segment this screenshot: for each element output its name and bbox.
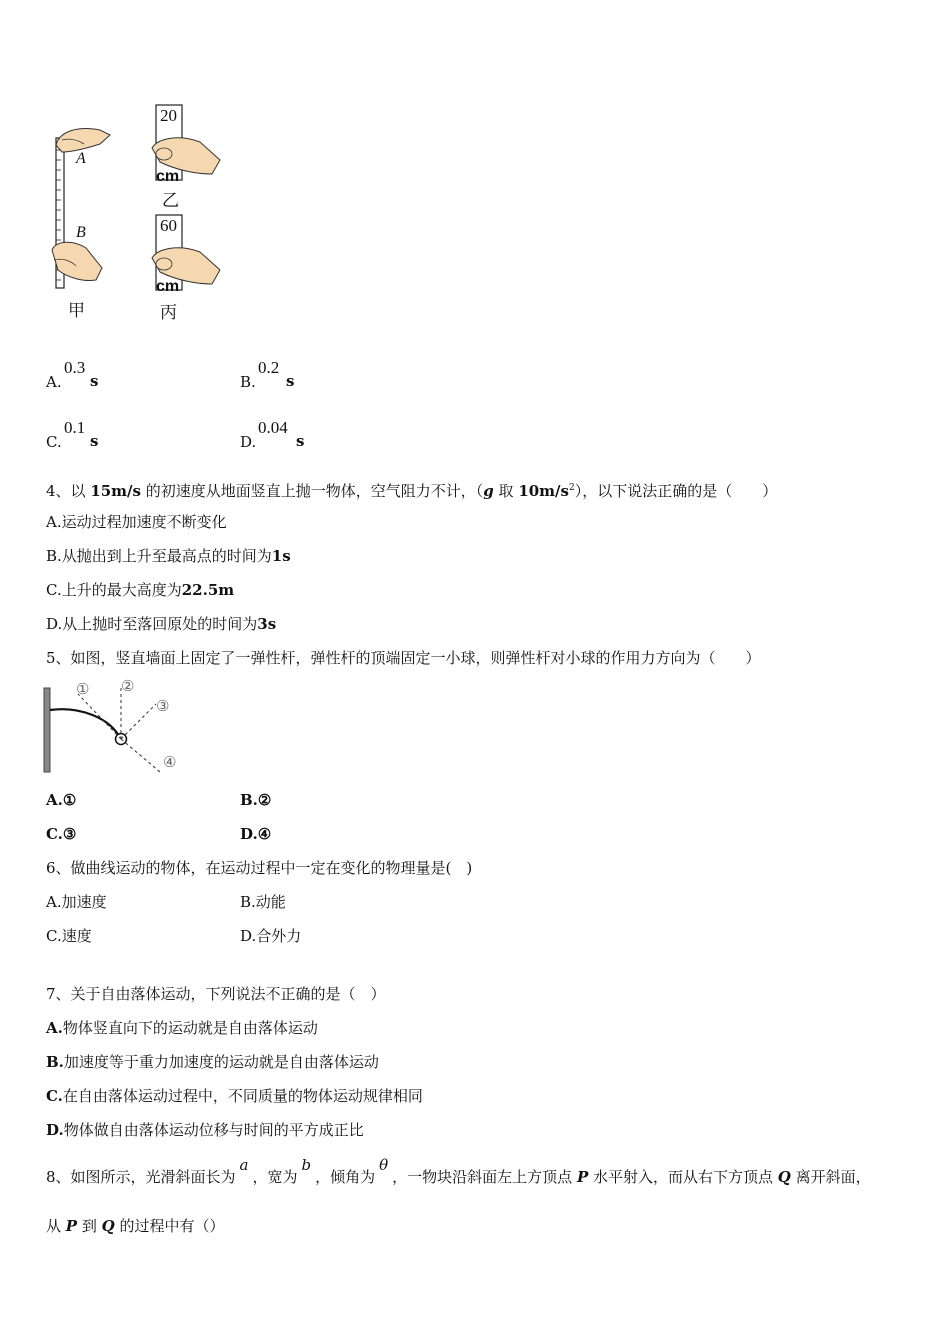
q7-option-b[interactable]: B.加速度等于重力加速度的运动就是自由落体运动 [46,1053,379,1071]
option-unit: s [90,432,99,450]
q6-option-b[interactable]: B.动能 [240,893,286,911]
option-value: 0.1 [64,418,86,437]
question-6-stem: 6、做曲线运动的物体，在运动过程中一定在变化的物理量是( ) [46,859,473,877]
q4-option-d[interactable]: D.从上抛时至落回原处的时间为3s [46,615,277,633]
question-8-stem-line1: 8、如图所示，光滑斜面长为a，宽为b，倾角为θ，一物块沿斜面左上方顶点 P 水平射入，而从右下方顶点 Q 离开斜面， [46,1156,871,1186]
q7-option-d[interactable]: D.物体做自由落体运动位移与时间的平方成正比 [46,1121,364,1139]
option-value: 0.2 [258,358,280,377]
option-letter: A. [46,373,62,391]
option-unit: s [286,372,295,390]
q4-option-b[interactable]: B.从抛出到上升至最高点的时间为1s [46,547,291,565]
fig-label-2: ② [121,677,135,695]
question-7-stem: 7、关于自由落体运动，下列说法不正确的是（ ） [46,985,386,1003]
fig-label-3: ③ [156,697,170,715]
fig-label-4: ④ [163,753,177,771]
question-5-stem: 5、如图，竖直墙面上固定了一弹性杆，弹性杆的顶端固定一小球，则弹性杆对小球的作用力方向为（ ） [46,649,761,667]
q5-option-a[interactable]: A.① [46,791,77,809]
unit-cm-1: cm [156,168,180,185]
unit-cm-2: cm [156,278,180,295]
q6-option-d[interactable]: D.合外力 [240,927,302,945]
q5-option-d[interactable]: D.④ [240,825,272,843]
q7-option-c[interactable]: C.在自由落体运动过程中，不同质量的物体运动规律相同 [46,1087,423,1105]
label-yi: 乙 [162,191,179,211]
tick-60: 60 [160,216,177,235]
q7-option-a[interactable]: A.物体竖直向下的运动就是自由落体运动 [46,1019,318,1037]
question-8-stem-line2: 从 P 到 Q 的过程中有（） [46,1217,225,1235]
option-value: 0.04 [258,418,288,437]
fig-label-1: ① [76,680,90,698]
q5-option-b[interactable]: B.② [240,791,272,809]
option-letter: B. [240,373,256,391]
q4-option-a[interactable]: A.运动过程加速度不断变化 [46,513,227,531]
option-unit: s [90,372,99,390]
label-bing: 丙 [160,303,177,323]
question-4-stem: 4、以 15m/s 的初速度从地面竖直上抛一物体，空气阻力不计，（g 取 $10m/s^2$），以下说法正确的是（ ） [46,482,778,500]
q5-option-c[interactable]: C.③ [46,825,77,843]
label-jia: 甲 [68,301,85,321]
q6-option-c[interactable]: C.速度 [46,927,92,945]
tick-20: 20 [160,106,177,125]
option-letter: C. [46,433,62,451]
label-B: B [76,224,86,241]
option-letter: D. [240,433,257,451]
q6-option-a[interactable]: A.加速度 [46,893,107,911]
q4-option-c[interactable]: C.上升的最大高度为22.5m [46,581,235,599]
option-unit: s [296,432,305,450]
option-value: 0.3 [64,358,86,377]
label-A: A [76,150,86,167]
